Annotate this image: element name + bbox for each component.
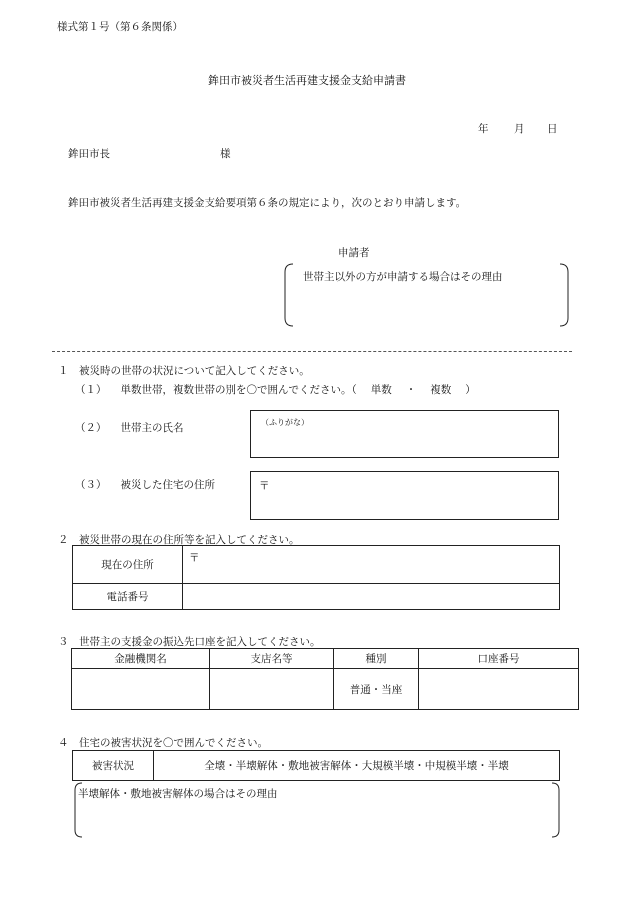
section1-q2 [75, 420, 184, 435]
section1-q1 [75, 382, 476, 397]
header-account-number: 口座番号 [419, 649, 579, 669]
option-separator: ・ [405, 384, 417, 396]
date-year: 年 [478, 123, 489, 135]
section1-heading: １ 被災時の世帯の状況について記入してください。 [58, 365, 310, 377]
current-address-field[interactable] [183, 546, 560, 584]
q1-close: ） [465, 384, 476, 396]
section4-heading: ４ 住宅の被害状況を〇で囲んでください。 [58, 737, 268, 749]
section1-q3 [75, 477, 215, 492]
current-address-label: 現在の住所 [73, 546, 183, 584]
date-month: 月 [514, 123, 525, 135]
damage-reason-bracket [73, 782, 561, 838]
section3-heading: ３ 世帯主の支援金の振込先口座を記入してください。 [58, 636, 321, 648]
applicant-reason-bracket [283, 263, 570, 327]
addressee-name: 鉾田市長 [68, 148, 110, 160]
phone-label: 電話番号 [73, 584, 183, 610]
q3-number: （３） [75, 479, 107, 491]
householder-name-field[interactable] [250, 410, 559, 458]
header-bank-name: 金融機関名 [72, 649, 210, 669]
q3-text: 被災した住宅の住所 [120, 479, 215, 491]
household-single-option[interactable]: 単数 [370, 384, 392, 396]
separator-line [52, 351, 572, 352]
header-account-type: 種別 [334, 649, 419, 669]
damaged-house-address-field[interactable] [250, 471, 559, 520]
branch-field[interactable] [210, 669, 334, 710]
bank-name-field[interactable] [72, 669, 210, 710]
damage-status-label: 被害状況 [73, 751, 154, 781]
section2-heading: ２ 被災世帯の現在の住所等を記入してください。 [58, 534, 300, 546]
postal-mark: 〒 [189, 552, 200, 564]
damage-status-options[interactable]: 全壊・半壊解体・敷地被害解体・大規模半壊・中規模半壊・半壊 [154, 751, 560, 781]
applicant-label: 申請者 [338, 247, 370, 259]
header-branch: 支店名等 [210, 649, 334, 669]
q1-number: （１） [75, 384, 107, 396]
form-id: 様式第１号（第６条関係） [57, 21, 183, 33]
damage-status-table [72, 750, 560, 781]
page-title: 鉾田市被災者生活再建支援金支給申請書 [208, 74, 406, 87]
postal-mark: 〒 [259, 480, 270, 492]
q1-text: 単数世帯，複数世帯の別を〇で囲んでください。（ [120, 384, 357, 396]
intro-text: 鉾田市被災者生活再建支援金支給要項第６条の規定により，次のとおり申請します。 [68, 197, 467, 209]
current-address-table [72, 545, 560, 610]
q2-text: 世帯主の氏名 [120, 422, 184, 434]
applicant-reason-note: 世帯主以外の方が申請する場合はその理由 [303, 271, 503, 283]
addressee-honorific: 様 [220, 148, 231, 160]
furigana-label: （ふりがな） [261, 418, 309, 427]
damage-reason-note: 半壊解体・敷地被害解体の場合はその理由 [78, 788, 278, 800]
phone-field[interactable] [183, 584, 560, 610]
bank-account-table [71, 648, 579, 710]
q2-number: （２） [75, 422, 107, 434]
account-number-field[interactable] [419, 669, 579, 710]
household-multiple-option[interactable]: 複数 [430, 384, 452, 396]
account-type-options[interactable]: 普通・当座 [334, 669, 419, 710]
date-day: 日 [547, 123, 558, 135]
